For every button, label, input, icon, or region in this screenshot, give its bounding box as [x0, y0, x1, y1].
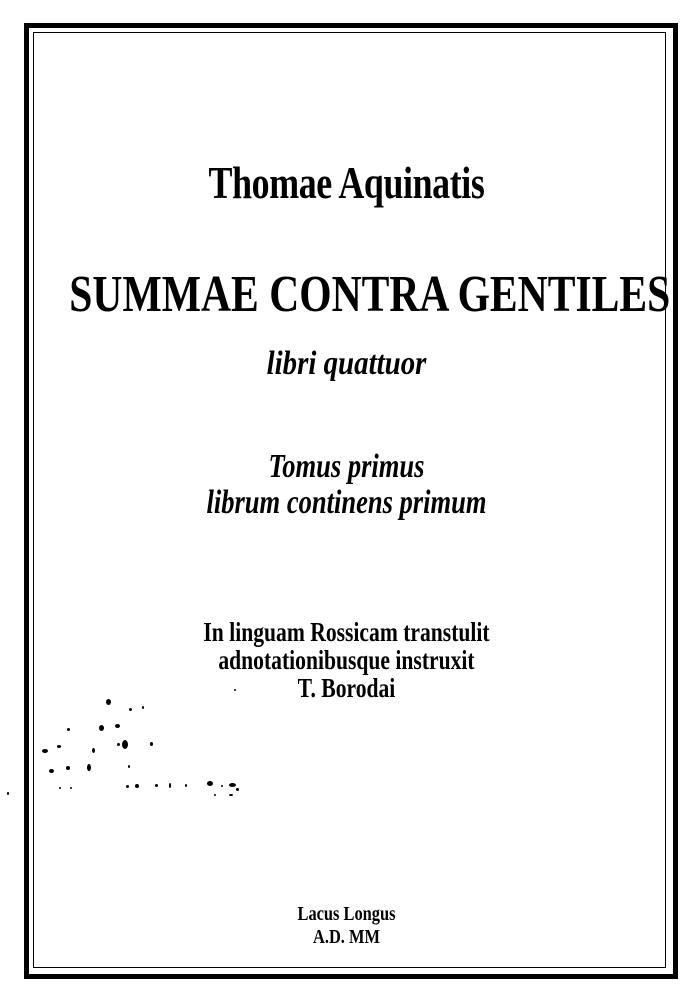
publication-year: A.D. MM — [313, 926, 380, 948]
publisher-name: Lacus Longus — [297, 903, 396, 925]
book-subtitle: libri quattuor — [266, 345, 427, 382]
translator-line-1: In linguam Rossicam transtulit — [203, 617, 490, 647]
volume-line-2: librum continens primum — [206, 484, 487, 521]
translator-name: T. Borodai — [297, 673, 396, 703]
book-title: SUMMAE CONTRA GENTILES — [69, 266, 671, 323]
volume-line-1: Tomus primus — [268, 448, 425, 485]
author-name: Thomae Aquinatis — [208, 157, 485, 208]
translator-line-2: adnotationibusque instruxit — [218, 645, 475, 675]
